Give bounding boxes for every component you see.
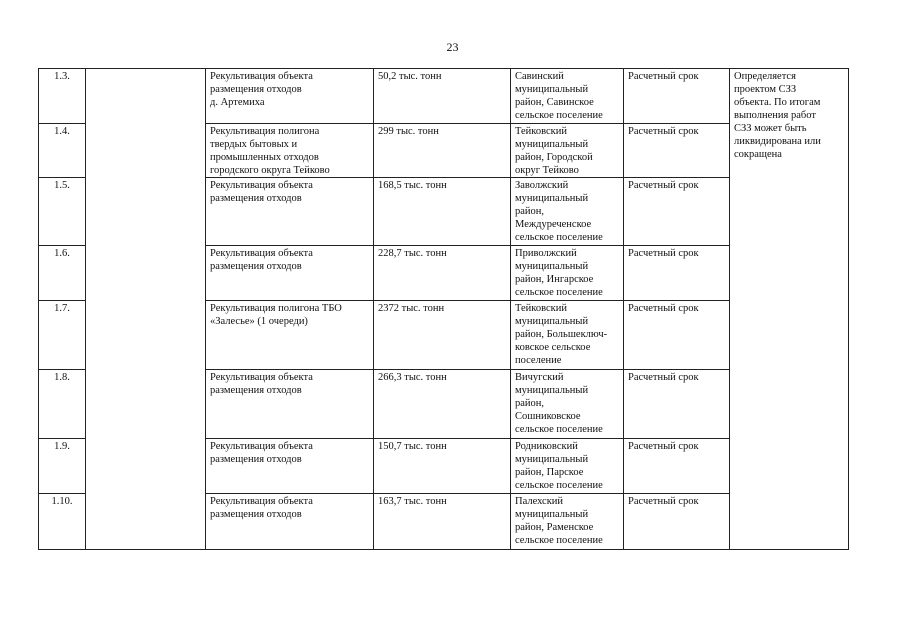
location-cell: Палехский муниципальный район, Раменское сельское поселение — [511, 494, 624, 550]
note-cell: Определяется проектом СЗЗ объекта. По итогам выполнения работ СЗЗ может быть ликвидирована или сокращена — [730, 69, 849, 550]
location-cell: Родниковский муниципальный район, Парское сельское поселение — [511, 439, 624, 494]
row-number-cell: 1.8. — [39, 370, 86, 439]
row-number-cell: 1.5. — [39, 178, 86, 246]
term-cell: Расчетный срок — [624, 246, 730, 301]
location-cell: Вичугский муниципальный район, Сошниковское сельское поселение — [511, 370, 624, 439]
table-row — [39, 69, 849, 124]
row-number-cell: 1.10. — [39, 494, 86, 550]
object-name-cell: Рекультивация объекта размещения отходов — [206, 178, 374, 246]
volume-cell: 2372 тыс. тонн — [374, 301, 511, 370]
term-cell: Расчетный срок — [624, 494, 730, 550]
volume-cell: 150,7 тыс. тонн — [374, 439, 511, 494]
term-cell: Расчетный срок — [624, 370, 730, 439]
row-number-cell: 1.4. — [39, 124, 86, 178]
term-cell: Расчетный срок — [624, 124, 730, 178]
page-number: 23 — [446, 40, 459, 54]
object-name-cell: Рекультивация объекта размещения отходов — [206, 246, 374, 301]
term-cell: Расчетный срок — [624, 301, 730, 370]
empty-column-cell — [86, 69, 206, 550]
row-number-cell: 1.3. — [39, 69, 86, 124]
location-cell: Тейковский муниципальный район, Городской округ Тейково — [511, 124, 624, 178]
waste-objects-table — [38, 68, 849, 550]
location-cell: Заволжский муниципальный район, Междуреченское сельское поселение — [511, 178, 624, 246]
volume-cell: 163,7 тыс. тонн — [374, 494, 511, 550]
volume-cell: 299 тыс. тонн — [374, 124, 511, 178]
volume-cell: 168,5 тыс. тонн — [374, 178, 511, 246]
row-number-cell: 1.7. — [39, 301, 86, 370]
object-name-cell: Рекультивация полигона твердых бытовых и промышленных отходов городского округа Тейково — [206, 124, 374, 178]
object-name-cell: Рекультивация объекта размещения отходов д. Артемиха — [206, 69, 374, 124]
term-cell: Расчетный срок — [624, 178, 730, 246]
term-cell: Расчетный срок — [624, 439, 730, 494]
volume-cell: 228,7 тыс. тонн — [374, 246, 511, 301]
location-cell: Приволжский муниципальный район, Ингарское сельское поселение — [511, 246, 624, 301]
row-number-cell: 1.9. — [39, 439, 86, 494]
object-name-cell: Рекультивация объекта размещения отходов — [206, 370, 374, 439]
volume-cell: 50,2 тыс. тонн — [374, 69, 511, 124]
object-name-cell: Рекультивация полигона ТБО «Залесье» (1 очереди) — [206, 301, 374, 370]
location-cell: Савинский муниципальный район, Савинское сельское поселение — [511, 69, 624, 124]
object-name-cell: Рекультивация объекта размещения отходов — [206, 439, 374, 494]
row-number-cell: 1.6. — [39, 246, 86, 301]
volume-cell: 266,3 тыс. тонн — [374, 370, 511, 439]
location-cell: Тейковский муниципальный район, Большеключ- ковское сельское поселение — [511, 301, 624, 370]
object-name-cell: Рекультивация объекта размещения отходов — [206, 494, 374, 550]
term-cell: Расчетный срок — [624, 69, 730, 124]
